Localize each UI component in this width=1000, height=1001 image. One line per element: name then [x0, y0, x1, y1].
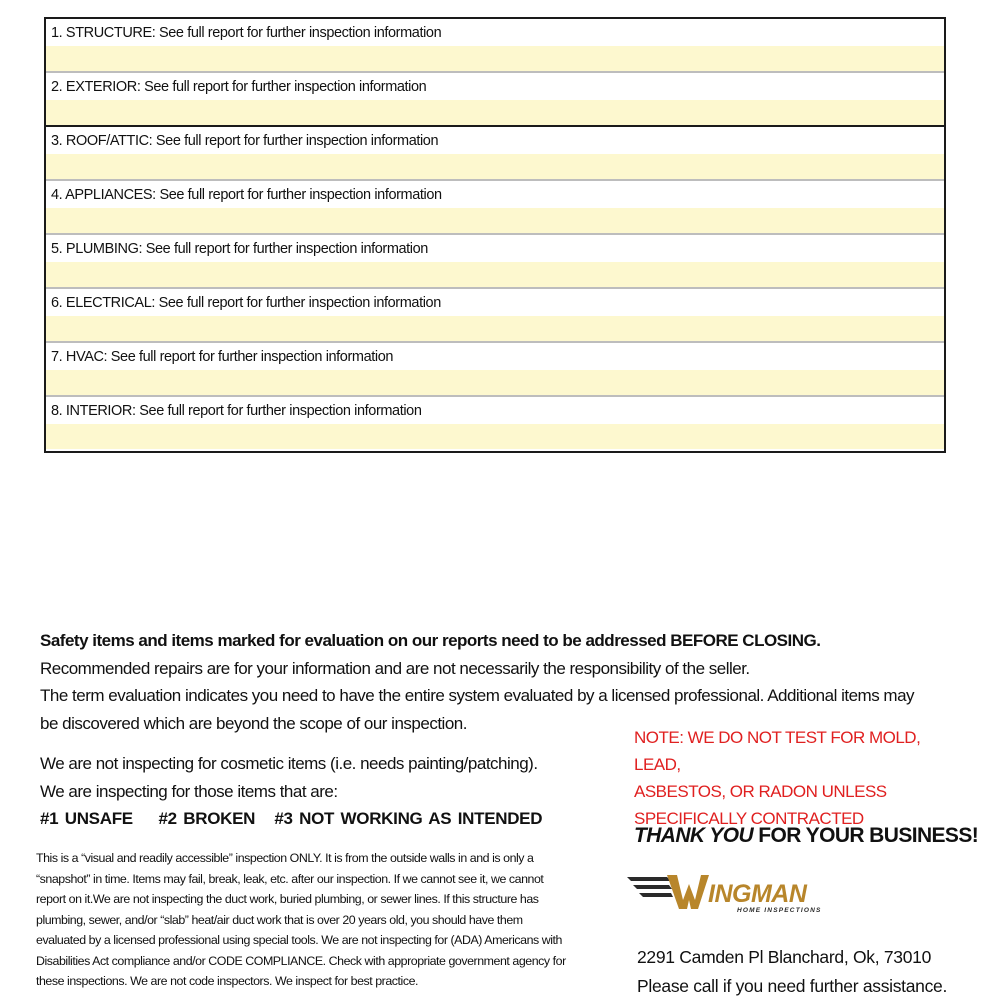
disclaimer-line: plumbing, sewer, and/or “slab” heat/air duct work that is over 20 years old, you should have them: [36, 912, 523, 927]
mold-note-line1: NOTE: WE DO NOT TEST FOR MOLD, LEAD,: [634, 728, 921, 774]
inspection-section: [46, 289, 944, 343]
disclaimer-line: This is a “visual and readily accessible” inspection ONLY. It is from the outside walls in and is only a: [36, 851, 534, 865]
section-notes-field: [46, 46, 944, 71]
thank-you-rest: FOR YOUR BUSINESS!: [753, 824, 979, 847]
contact-block: [637, 943, 947, 1001]
inspection-section: [46, 127, 944, 181]
evaluation-note-line1: The term evaluation indicates you need to have the entire system evaluated by a licensed professional. Additional items may: [40, 686, 915, 705]
thank-you-message: [634, 824, 978, 848]
section-notes-field: [46, 316, 944, 341]
inspection-disclaimer: [36, 848, 596, 992]
mold-note-line2: ASBESTOS, OR RADON UNLESS: [634, 782, 887, 801]
inspection-section: [46, 343, 944, 397]
section-label: 2. EXTERIOR: See full report for further inspection information: [46, 73, 944, 100]
call-note: Please call if you need further assistance.: [637, 976, 948, 996]
inspection-section: [46, 73, 944, 127]
inspection-sections: [44, 17, 946, 453]
mold-lead-note: [634, 724, 964, 832]
inspecting-for-note: We are inspecting for those items that are:: [40, 781, 338, 801]
section-notes-field: [46, 100, 944, 125]
section-notes-field: [46, 370, 944, 395]
inspection-section: [46, 397, 944, 451]
section-notes-field: [46, 208, 944, 233]
section-label: 3. ROOF/ATTIC: See full report for further inspection information: [46, 127, 944, 154]
wingman-logo: [627, 872, 822, 916]
safety-note: Safety items and items marked for evaluation on our reports need to be addressed BEFORE CLOSING.: [40, 631, 821, 650]
section-label: 8. INTERIOR: See full report for further inspection information: [46, 397, 944, 424]
inspection-section: [46, 19, 944, 73]
cosmetic-note: We are not inspecting for cosmetic items (i.e. needs painting/patching).: [40, 754, 538, 773]
evaluation-note-line2: be discovered which are beyond the scope of our inspection.: [40, 713, 467, 733]
disclaimer-line: report on it.We are not inspecting the duct work, buried plumbing, or sewer lines. If this structure has: [36, 892, 539, 906]
disclaimer-line: Disabilities Act compliance and/or CODE COMPLIANCE. Check with appropriate government agency for: [36, 953, 566, 968]
section-label: 5. PLUMBING: See full report for further inspection information: [46, 235, 944, 262]
thank-you-emphasis: THANK YOU: [634, 824, 754, 847]
section-label: 1. STRUCTURE: See full report for further inspection information: [46, 19, 944, 46]
disclaimer-line: these inspections. We are not code inspectors. We inspect for best practice.: [36, 974, 419, 988]
mold-note-line3: SPECIFICALLY CONTRACTED: [634, 809, 864, 828]
inspection-section: [46, 181, 944, 235]
logo-wordmark: INGMAN: [708, 880, 807, 908]
logo-tagline: HOME INSPECTIONS: [737, 907, 822, 914]
inspection-section: [46, 235, 944, 289]
business-address: 2291 Camden Pl Blanchard, Ok, 73010: [637, 947, 931, 967]
priority-list: #1 UNSAFE #2 BROKEN #3 NOT WORKING AS INTENDED: [40, 809, 543, 828]
section-notes-field: [46, 262, 944, 287]
section-label: 7. HVAC: See full report for further inspection information: [46, 343, 944, 370]
section-notes-field: [46, 424, 944, 449]
recommended-note: Recommended repairs are for your information and are not necessarily the responsibility of the seller.: [40, 658, 750, 678]
section-label: 4. APPLIANCES: See full report for further inspection information: [46, 181, 944, 208]
disclaimer-line: “snapshot” in time. Items may fail, break, leak, etc. after our inspection. If we cannot see it, we cannot: [36, 871, 544, 886]
section-label: 6. ELECTRICAL: See full report for further inspection information: [46, 289, 944, 316]
disclaimer-line: evaluated by a licensed professional using special tools. We are not inspecting for (ADA) Americans with: [36, 933, 562, 947]
section-notes-field: [46, 154, 944, 179]
